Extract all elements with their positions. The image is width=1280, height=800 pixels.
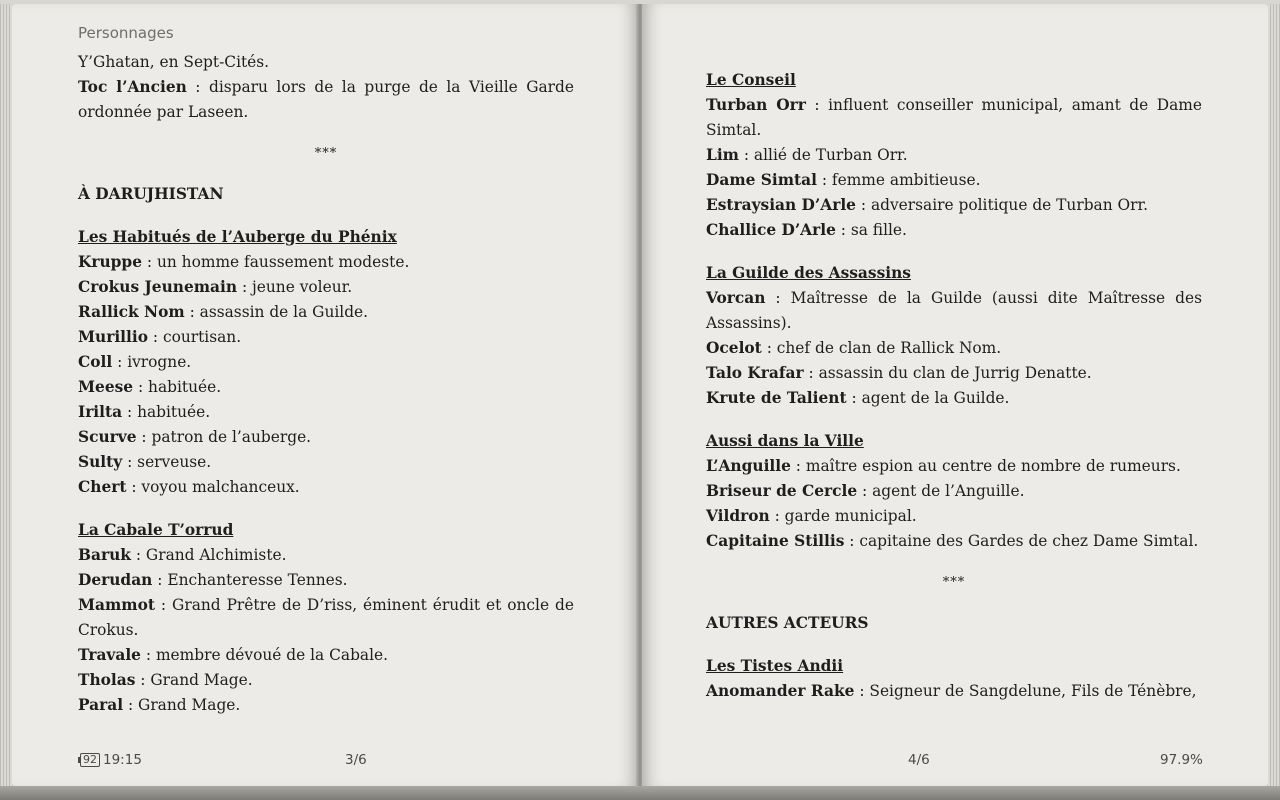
character-desc: : habituée. xyxy=(122,403,211,421)
character-desc: : allié de Turban Orr. xyxy=(738,146,908,164)
character-entry xyxy=(706,479,1202,504)
character-name: L’Anguille xyxy=(706,457,791,475)
character-desc: : courtisan. xyxy=(148,328,242,346)
character-entry xyxy=(706,193,1202,218)
running-head: Personnages xyxy=(78,24,174,42)
character-desc: : femme ambitieuse. xyxy=(816,171,981,189)
character-desc: : voyou malchanceux. xyxy=(126,478,300,496)
character-desc: : garde municipal. xyxy=(769,507,917,525)
right-page-content xyxy=(706,68,1202,704)
character-name: Rallick Nom xyxy=(78,303,185,321)
part-title: À DARUJHISTAN xyxy=(78,185,224,203)
character-name: Murillio xyxy=(78,328,148,346)
status-left xyxy=(80,752,142,768)
character-desc: : assassin du clan de Jurrig Denatte. xyxy=(803,364,1092,382)
character-name: Turban Orr xyxy=(706,96,806,114)
character-name: Derudan xyxy=(78,571,153,589)
character-desc: : Grand Prêtre de D’riss, éminent érudit et oncle de Crokus. xyxy=(78,596,574,639)
character-entry xyxy=(78,475,574,500)
character-desc: : habituée. xyxy=(133,378,222,396)
character-entry xyxy=(78,250,574,275)
character-name: Anomander Rake xyxy=(706,682,855,700)
character-name: Vorcan xyxy=(706,289,766,307)
character-entry xyxy=(78,75,574,125)
part-title: AUTRES ACTEURS xyxy=(706,614,869,632)
character-entry xyxy=(706,93,1202,143)
character-entry xyxy=(78,668,574,693)
character-desc: : maître espion au centre de nombre de rumeurs. xyxy=(790,457,1181,475)
character-name: Paral xyxy=(78,696,124,714)
character-desc: : jeune voleur. xyxy=(237,278,353,296)
battery-icon: 92 xyxy=(80,753,100,767)
page-number-left: 3/6 xyxy=(345,752,367,768)
character-desc: : Grand Mage. xyxy=(123,696,241,714)
character-desc: : capitaine des Gardes de chez Dame Simtal. xyxy=(844,532,1199,550)
character-name: Baruk xyxy=(78,546,131,564)
character-entry xyxy=(706,386,1202,411)
character-name: Scurve xyxy=(78,428,137,446)
character-entry xyxy=(78,275,574,300)
character-desc: : adversaire politique de Turban Orr. xyxy=(855,196,1149,214)
character-entry xyxy=(78,593,574,643)
character-desc: : Grand Alchimiste. xyxy=(130,546,287,564)
section-title: La Cabale T’orrud xyxy=(78,521,234,539)
character-entry xyxy=(706,361,1202,386)
character-name: Kruppe xyxy=(78,253,142,271)
book-bottom-edge xyxy=(0,786,1280,800)
character-name: Capitaine Stillis xyxy=(706,532,845,550)
character-desc: : un homme faussement modeste. xyxy=(142,253,410,271)
character-desc: : Grand Mage. xyxy=(135,671,253,689)
page-stack-right xyxy=(1268,4,1280,786)
character-desc: : agent de la Guilde. xyxy=(846,389,1010,407)
character-name: Crokus Jeunemain xyxy=(78,278,238,296)
character-entry xyxy=(78,543,574,568)
character-entry xyxy=(78,450,574,475)
section-title: La Guilde des Assassins xyxy=(706,264,911,282)
character-entry xyxy=(706,679,1202,704)
character-name: Travale xyxy=(78,646,141,664)
character-name: Tholas xyxy=(78,671,136,689)
character-desc: : sa fille. xyxy=(835,221,907,239)
left-page[interactable] xyxy=(12,4,638,786)
character-entry xyxy=(78,643,574,668)
section-title: Les Tistes Andii xyxy=(706,657,844,675)
spacer xyxy=(706,243,1202,261)
spacer xyxy=(78,500,574,518)
character-name: Ocelot xyxy=(706,339,762,357)
character-desc: : disparu lors de la purge de la Vieille Garde ordonnée par Laseen. xyxy=(78,78,574,121)
character-entry xyxy=(706,529,1202,554)
character-name: Coll xyxy=(78,353,113,371)
spacer xyxy=(706,411,1202,429)
section-title: Les Habitués de l’Auberge du Phénix xyxy=(78,228,397,246)
section-title: Aussi dans la Ville xyxy=(706,432,864,450)
character-entry xyxy=(706,504,1202,529)
clock: 19:15 xyxy=(103,752,142,768)
character-name: Estraysian D’Arle xyxy=(706,196,856,214)
character-desc: : chef de clan de Rallick Nom. xyxy=(761,339,1002,357)
page-number-right: 4/6 xyxy=(908,752,930,768)
character-entry xyxy=(78,693,574,718)
text-line: Y’Ghatan, en Sept-Cités. xyxy=(78,53,270,71)
right-page[interactable] xyxy=(642,4,1268,786)
character-name: Mammot xyxy=(78,596,155,614)
character-name: Irilta xyxy=(78,403,123,421)
character-entry xyxy=(78,325,574,350)
character-desc: : agent de l’Anguille. xyxy=(857,482,1025,500)
character-desc: : serveuse. xyxy=(122,453,212,471)
character-name: Challice D’Arle xyxy=(706,221,836,239)
character-name: Briseur de Cercle xyxy=(706,482,858,500)
character-entry xyxy=(78,300,574,325)
reading-progress: 97.9% xyxy=(1160,752,1203,768)
character-name: Lim xyxy=(706,146,739,164)
character-desc: : assassin de la Guilde. xyxy=(184,303,369,321)
character-entry xyxy=(78,425,574,450)
character-desc: : Seigneur de Sangdelune, Fils de Ténèbre, xyxy=(854,682,1197,700)
character-name: Krute de Talient xyxy=(706,389,847,407)
character-entry xyxy=(706,286,1202,336)
character-entry xyxy=(78,350,574,375)
character-name: Toc l’Ancien xyxy=(78,78,187,96)
character-name: Chert xyxy=(78,478,127,496)
left-page-content xyxy=(78,50,574,718)
character-entry xyxy=(78,375,574,400)
page-stack-left xyxy=(0,4,12,786)
character-desc: : Maîtresse de la Guilde (aussi dite Maîtresse des Assassins). xyxy=(706,289,1202,332)
character-desc: : influent conseiller municipal, amant de Dame Simtal. xyxy=(706,96,1202,139)
character-entry xyxy=(706,336,1202,361)
section-title: Le Conseil xyxy=(706,71,796,89)
character-desc: : ivrogne. xyxy=(112,353,192,371)
character-entry xyxy=(706,454,1202,479)
character-entry xyxy=(706,218,1202,243)
character-desc: : Enchanteresse Tennes. xyxy=(152,571,348,589)
character-name: Dame Simtal xyxy=(706,171,817,189)
separator: *** xyxy=(942,575,966,590)
character-entry xyxy=(706,143,1202,168)
separator: *** xyxy=(314,146,338,161)
character-entry xyxy=(78,400,574,425)
character-name: Sulty xyxy=(78,453,123,471)
character-desc: : patron de l’auberge. xyxy=(136,428,312,446)
character-entry xyxy=(706,168,1202,193)
character-name: Talo Krafar xyxy=(706,364,804,382)
character-name: Meese xyxy=(78,378,134,396)
character-name: Vildron xyxy=(706,507,770,525)
character-desc: : membre dévoué de la Cabale. xyxy=(140,646,389,664)
character-entry xyxy=(78,568,574,593)
